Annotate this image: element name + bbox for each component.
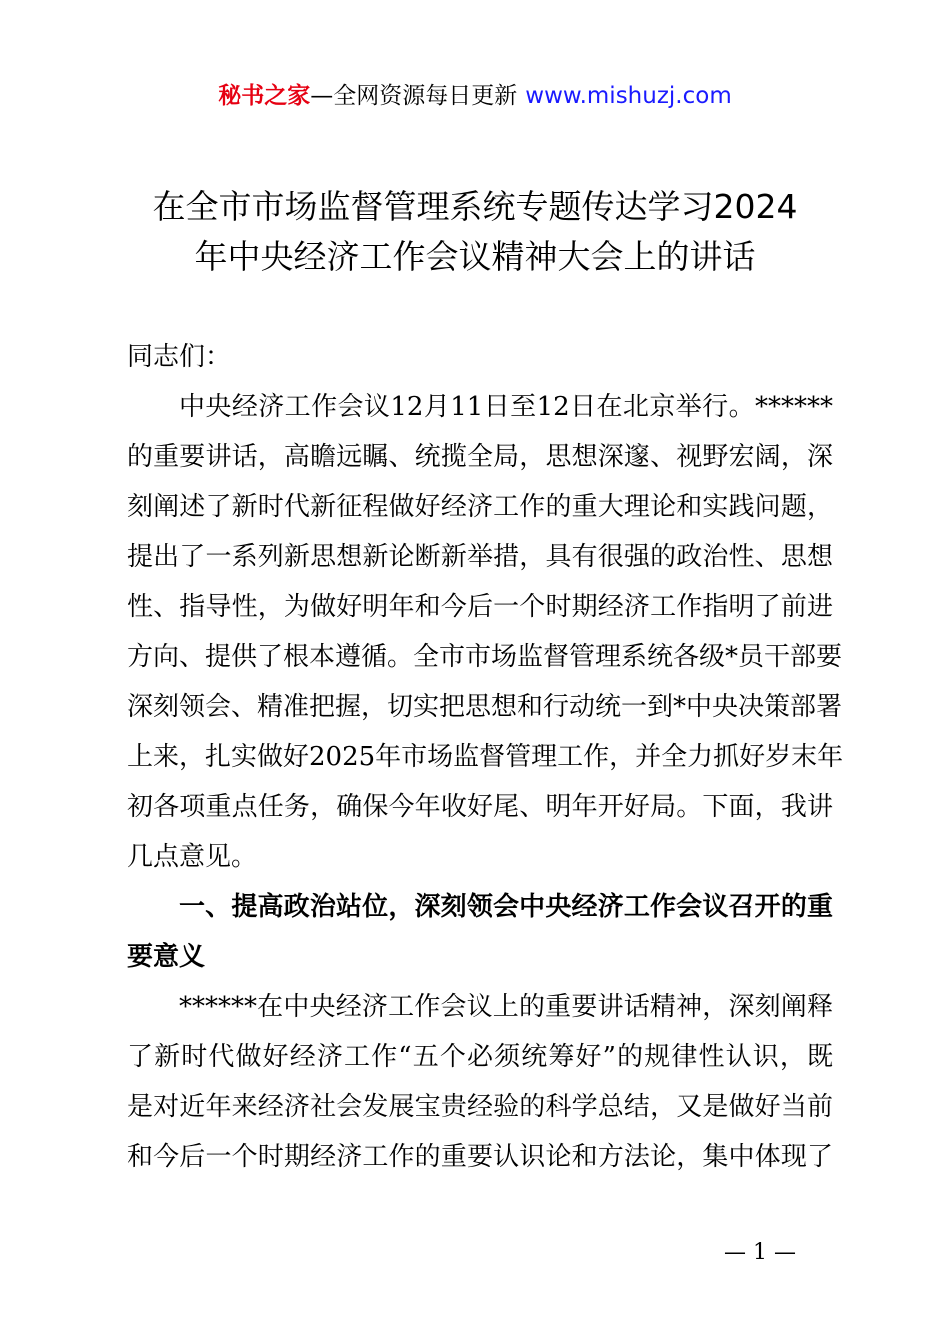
document-title xyxy=(120,182,830,282)
paragraph-line: 深刻领会、精准把握，切实把思想和行动统一到*中央决策部署 xyxy=(127,692,843,722)
heading-line: 一、提高政治站位，深刻领会中央经济工作会议召开的重 xyxy=(179,892,833,922)
heading-line: 要意义 xyxy=(127,942,206,972)
banner-tagline: —全网资源每日更新 xyxy=(310,83,518,109)
paragraph-line: ******在中央经济工作会议上的重要讲话精神，深刻阐释 xyxy=(179,992,833,1022)
brand-name: 秘书之家 xyxy=(218,83,311,109)
site-link[interactable]: www.mishuzj.com xyxy=(525,83,732,109)
site-banner xyxy=(0,80,950,112)
paragraph-line: 刻阐述了新时代新征程做好经济工作的重大理论和实践问题， xyxy=(127,492,833,522)
paragraph-line: 和今后一个时期经济工作的重要认识论和方法论，集中体现了 xyxy=(127,1142,833,1172)
paragraph-line: 提出了一系列新思想新论断新举措，具有很强的政治性、思想 xyxy=(127,542,833,572)
paragraph-2 xyxy=(127,982,833,1182)
title-line-1: 在全市市场监督管理系统专题传达学习2024 xyxy=(152,187,798,226)
paragraph-line: 几点意见。 xyxy=(127,842,258,872)
document-body xyxy=(127,332,844,1182)
paragraph-line: 的重要讲话，高瞻远瞩、统揽全局，思想深邃、视野宏阔，深 xyxy=(127,442,833,472)
salutation: 同志们： xyxy=(127,342,232,372)
page-number: — 1 — xyxy=(724,1240,796,1265)
paragraph-line: 方向、提供了根本遵循。全市市场监督管理系统各级*员干部要 xyxy=(127,642,843,672)
paragraph-line: 是对近年来经济社会发展宝贵经验的科学总结，又是做好当前 xyxy=(127,1092,833,1122)
paragraph-line: 性、指导性，为做好明年和今后一个时期经济工作指明了前进 xyxy=(127,592,833,622)
paragraph-line: 了新时代做好经济工作“五个必须统筹好”的规律性认识，既 xyxy=(127,1042,833,1072)
section-heading-1 xyxy=(127,882,833,982)
paragraph-line: 中央经济工作会议12月11日至12日在北京举行。****** xyxy=(179,392,833,422)
paragraph-line: 上来，扎实做好2025年市场监督管理工作，并全力抓好岁末年 xyxy=(127,742,844,772)
paragraph-1 xyxy=(127,382,844,882)
title-line-2: 年中央经济工作会议精神大会上的讲话 xyxy=(194,237,756,276)
paragraph-line: 初各项重点任务，确保今年收好尾、明年开好局。下面，我讲 xyxy=(127,792,833,822)
